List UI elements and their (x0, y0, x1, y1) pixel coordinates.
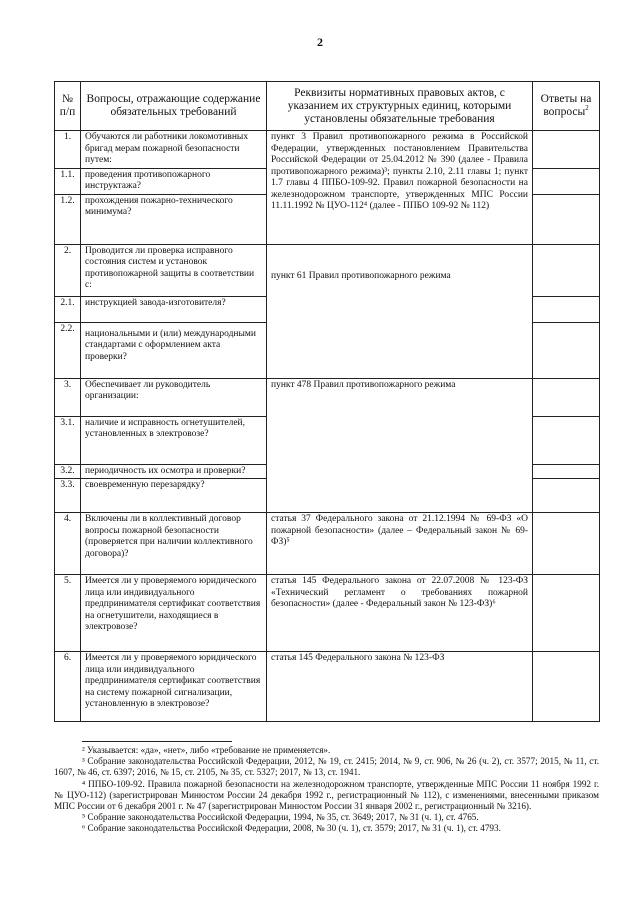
page-number: 2 (317, 35, 323, 49)
row-question: Обучаются ли работники локомотивных бригад мерам пожарной безопасности путем: (81, 131, 267, 169)
row-num: 1. (55, 131, 81, 169)
footnote-5: ⁵ Собрание законодательства Российской Федерации, 1994, № 35, ст. 3649; 2017, № 31 (ч. 1), ст. 4765. (82, 812, 479, 823)
table-row (55, 378, 600, 416)
answer-cell[interactable] (533, 479, 600, 513)
footnote-4: ⁴ ППБО-109-92. Правила пожарной безопасности на железнодорожном транспорте, утвержденные МПС России 11 ноября 1992 г. № ЦУО-112) (зарегистрирован Минюстом России 24 декабря 1992 г., регистрационный № 112), с изменениями, внесенными приказом МПС России от 6 декабря 2001 г. № 47 (зарегистрирован Минюстом России 31 января 2002 г., регистрационный № 3216). (54, 778, 599, 812)
answer-cell[interactable] (533, 378, 600, 416)
row-reference: пункт 478 Правил противопожарного режима (267, 378, 533, 513)
answer-cell[interactable] (533, 652, 600, 722)
table-row (55, 131, 600, 169)
row-reference: статья 37 Федерального закона от 21.12.1994 № 69-ФЗ «О пожарной безопасности» (далее – Федеральный закон № 69-ФЗ)⁵ (267, 513, 533, 575)
row-question: Проводится ли проверка исправного состояния систем и установок противопожарной защиты в соответствии с: (81, 244, 267, 296)
row-question: своевременную перезарядку? (81, 479, 267, 513)
footnote-2: ² Указывается: «да», «нет», либо «требование не применяется». (82, 745, 331, 755)
table-row (55, 244, 600, 296)
table-row (55, 575, 600, 652)
row-question: инструкцией завода-изготовителя? (81, 296, 267, 322)
row-question: Имеется ли у проверяемого юридического лица или индивидуального предпринимателя сертификат соответствия на огнетушители, находящиеся в электровозе? (81, 575, 267, 652)
row-question: прохождения пожарно-технического минимума? (81, 194, 267, 244)
header-answer: Ответы на вопросы$^2$ (533, 82, 600, 131)
answer-cell[interactable] (533, 575, 600, 652)
answer-cell[interactable] (533, 131, 600, 169)
row-num: 3.3. (55, 479, 81, 513)
row-num: 6. (55, 652, 81, 722)
answer-cell[interactable] (533, 464, 600, 479)
row-num: 2.1. (55, 296, 81, 322)
footnote-6: ⁶ Собрание законодательства Российской Федерации, 2008, № 30 (ч. 1), ст. 3579; 2017, № 31 (ч. 1), ст. 4793. (82, 823, 501, 834)
header-reference: Реквизиты нормативных правовых актов, с указанием их структурных единиц, которыми установлены обязательные требования (267, 82, 533, 131)
answer-cell[interactable] (533, 296, 600, 322)
table-header-row (55, 82, 600, 131)
row-reference: пункт 61 Правил противопожарного режима (267, 244, 533, 378)
requirements-table (54, 81, 600, 722)
row-num: 2.2. (55, 322, 81, 378)
footnote-3: ³ Собрание законодательства Российской Федерации, 2012, № 19, ст. 2415; 2014, № 9, ст. 906, № 26 (ч. 2), ст. 3577; 2015, № 11, ст. 1607, № 46, ст. 6397; 2016, № 15, ст. 2105, № 35, ст. 5327; 2017, № 13, ст. 1941. (54, 756, 599, 778)
row-num: 3.2. (55, 464, 81, 479)
header-question: Вопросы, отражающие содержание обязательных требований (81, 82, 267, 131)
answer-cell[interactable] (533, 416, 600, 464)
row-question: Включены ли в коллективный договор вопросы пожарной безопасности (проверяется при наличии коллективного договора)? (81, 513, 267, 575)
row-reference: статья 145 Федерального закона № 123-ФЗ (267, 652, 533, 722)
row-num: 4. (55, 513, 81, 575)
row-question: национальными и (или) международными стандартами с оформлением акта проверки? (81, 322, 267, 378)
answer-cell[interactable] (533, 322, 600, 378)
answer-cell[interactable] (533, 168, 600, 194)
row-num: 3. (55, 378, 81, 416)
answer-cell[interactable] (533, 194, 600, 244)
table-row (55, 513, 600, 575)
footnotes (54, 745, 599, 835)
header-num: № п/п (55, 82, 81, 131)
row-reference: статья 145 Федерального закона от 22.07.2008 № 123-ФЗ «Технический регламент о требованиях пожарной безопасности» (далее - Федеральный закон № 123-ФЗ)⁶ (267, 575, 533, 652)
row-question: наличие и исправность огнетушителей, установленных в электровозе? (81, 416, 267, 464)
row-num: 3.1. (55, 416, 81, 464)
row-reference: пункт 3 Правил противопожарного режима в Российской Федерации, утвержденных постановлением Правительства Российской Федерации от 25.04.2012 № 390 (далее - Правила противопожарного режима)³; пункты 2.10, 2.11 главы 1; пункт 1.7 главы 4 ППБО-109-92. Правил пожарной безопасности на железнодорожном транспорте, утвержденных МПС России 11.11.1992 № ЦУО-112⁴ (далее - ППБО 109-92 № 112) (267, 131, 533, 245)
row-num: 1.1. (55, 168, 81, 194)
answer-cell[interactable] (533, 513, 600, 575)
row-num: 1.2. (55, 194, 81, 244)
table-row (55, 652, 600, 722)
row-num: 5. (55, 575, 81, 652)
footnote-divider (82, 741, 232, 742)
answer-cell[interactable] (533, 244, 600, 296)
row-question: Обеспечивает ли руководитель организации: (81, 378, 267, 416)
row-question: проведения противопожарного инструктажа? (81, 168, 267, 194)
row-question: Имеется ли у проверяемого юридического лица или индивидуального предпринимателя сертификат соответствия на систему пожарной сигнализации, установленную в электровозе? (81, 652, 267, 722)
row-question: периодичность их осмотра и проверки? (81, 464, 267, 479)
row-num: 2. (55, 244, 81, 296)
